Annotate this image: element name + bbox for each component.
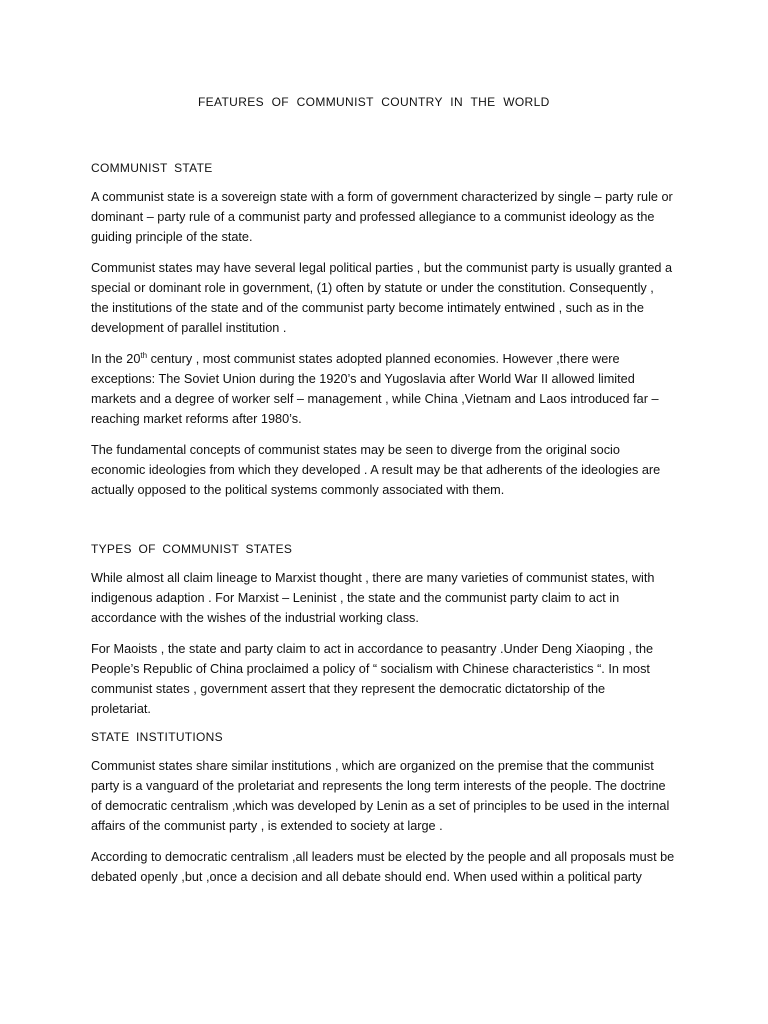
- text-line: Communist states may have several legal political parties , but the communist party is usually granted a: [91, 261, 673, 275]
- text-line: accordance with the wishes of the industrial working class.: [91, 611, 419, 625]
- section-types-of-communist-states: [91, 542, 698, 719]
- ordinal-superscript: th: [140, 350, 148, 360]
- section-state-institutions: [91, 730, 698, 887]
- paragraph: [91, 756, 698, 836]
- text-line: A communist state is a sovereign state with a form of government characterized by single – party rule or: [91, 190, 673, 204]
- section-communist-state: [91, 161, 698, 500]
- paragraph: [91, 349, 698, 429]
- text-line: the institutions of the state and of the communist party become intimately entwined , such as in the: [91, 301, 644, 315]
- text-line: People’s Republic of China proclaimed a policy of “ socialism with Chinese characteristics “. In most: [91, 662, 650, 676]
- text-line: proletariat.: [91, 702, 151, 716]
- text-line: Communist states share similar institutions , which are organized on the premise that the communist: [91, 759, 654, 773]
- text-line: The fundamental concepts of communist states may be seen to diverge from the original socio: [91, 443, 620, 457]
- document-title: FEATURES OF COMMUNIST COUNTRY IN THE WORLD: [198, 95, 550, 109]
- text-line: exceptions: The Soviet Union during the 1920’s and Yugoslavia after World War II allowed limited: [91, 372, 635, 386]
- text-line: communist states , government assert that they represent the democratic dictatorship of the: [91, 682, 606, 696]
- text-line: affairs of the communist party , is extended to society at large .: [91, 819, 443, 833]
- text-line: While almost all claim lineage to Marxist thought , there are many varieties of communist states, with: [91, 571, 655, 585]
- text-line: party is a vanguard of the proletariat and represents the long term interests of the people. The doctrine: [91, 779, 666, 793]
- text-line-with-superscript: [91, 349, 698, 369]
- text-line: debated openly ,but ,once a decision and all debate should end. When used within a political party: [91, 870, 642, 884]
- text-line: special or dominant role in government, (1) often by statute or under the constitution. Consequently ,: [91, 281, 654, 295]
- text-line: guiding principle of the state.: [91, 230, 253, 244]
- section-heading: COMMUNIST STATE: [91, 161, 213, 175]
- text-line: reaching market reforms after 1980’s.: [91, 412, 302, 426]
- text-line: dominant – party rule of a communist party and professed allegiance to a communist ideology as the: [91, 210, 655, 224]
- paragraph: [91, 258, 698, 338]
- section-heading: STATE INSTITUTIONS: [91, 730, 223, 744]
- paragraph: [91, 187, 698, 247]
- text-line: of democratic centralism ,which was developed by Lenin as a set of principles to be used in the internal: [91, 799, 670, 813]
- line-start: In the 20: [91, 352, 141, 366]
- paragraph: [91, 639, 698, 719]
- paragraph: [91, 847, 698, 887]
- line-end: century , most communist states adopted planned economies. However ,there were: [147, 352, 620, 366]
- text-line: indigenous adaption . For Marxist – Leninist , the state and the communist party claim to act in: [91, 591, 620, 605]
- text-line: actually opposed to the political systems commonly associated with them.: [91, 483, 505, 497]
- section-heading: TYPES OF COMMUNIST STATES: [91, 542, 293, 556]
- text-line: For Maoists , the state and party claim to act in accordance to peasantry .Under Deng Xiaoping , the: [91, 642, 654, 656]
- text-line: development of parallel institution .: [91, 321, 287, 335]
- paragraph: [91, 440, 698, 500]
- text-line: According to democratic centralism ,all leaders must be elected by the people and all proposals must be: [91, 850, 675, 864]
- paragraph: [91, 568, 698, 628]
- text-line: markets and a degree of worker self – management , while China ,Vietnam and Laos introduced far –: [91, 392, 659, 406]
- text-line: economic ideologies from which they developed . A result may be that adherents of the ideologies are: [91, 463, 661, 477]
